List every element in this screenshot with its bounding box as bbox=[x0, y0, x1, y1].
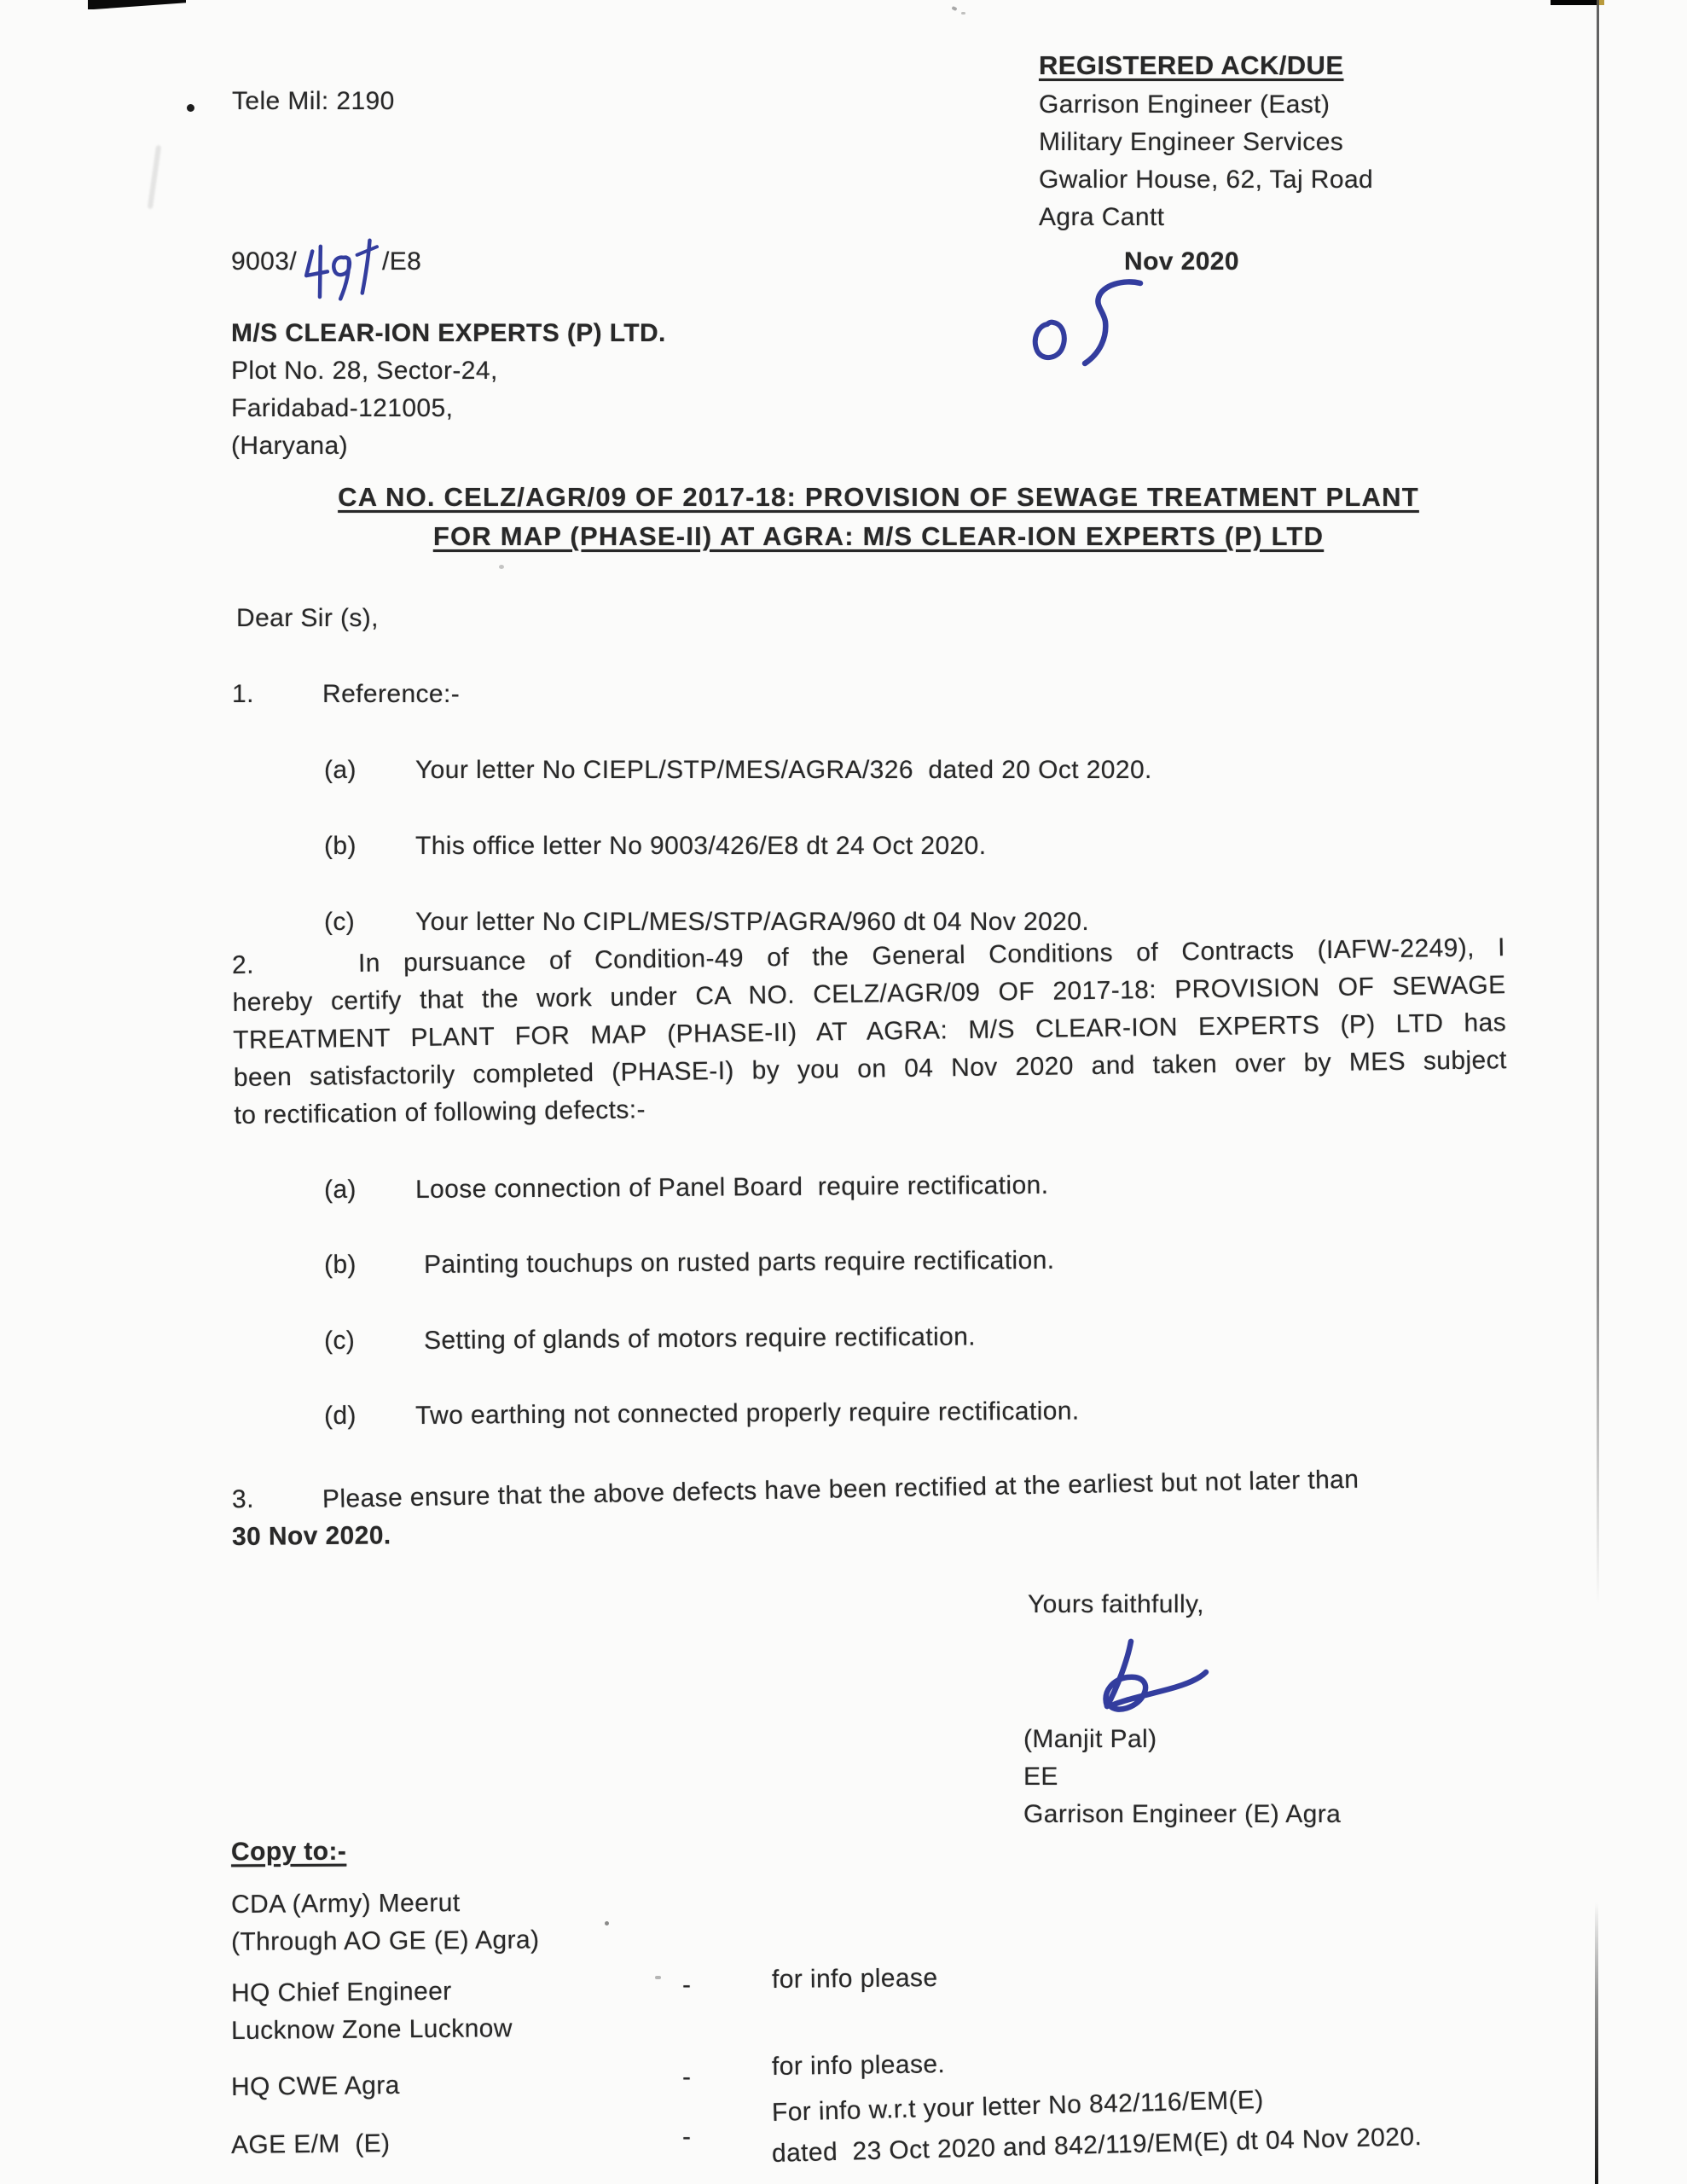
signatory-org: Garrison Engineer (E) Agra bbox=[1023, 1800, 1342, 1828]
para3-line-1: Please ensure that the above defects have been rectified at the earliest but not later than bbox=[322, 1465, 1359, 1513]
para2-number: 2. bbox=[231, 950, 255, 979]
scan-faint-dash-hq-chief bbox=[655, 1976, 661, 1979]
para2-line-5: to rectification of following defects:- bbox=[234, 1095, 646, 1130]
registered-ack-due-heading: REGISTERED ACK/DUE bbox=[1039, 50, 1344, 80]
copy-row3-name: HQ CWE Agra bbox=[230, 2071, 400, 2101]
defect-c-tag: (c) bbox=[323, 1326, 356, 1356]
ref-item-b-text: This office letter No 9003/426/E8 dt 24 Oct 2020. bbox=[415, 832, 987, 860]
copy-row3-dash: - bbox=[682, 2063, 692, 2091]
defect-c-text: Setting of glands of motors require rectification. bbox=[423, 1322, 977, 1355]
subject-line-2: FOR MAP (PHASE-II) AT AGRA: M/S CLEAR-ION EXPERTS (P) LTD bbox=[432, 521, 1325, 551]
para1-label: Reference:- bbox=[322, 680, 461, 708]
addressee-line-1: M/S CLEAR-ION EXPERTS (P) LTD. bbox=[231, 319, 666, 347]
copy-row2-name-line2: Lucknow Zone Lucknow bbox=[230, 2014, 513, 2045]
file-number-prefix: 9003/ bbox=[231, 247, 298, 276]
subject-line-1: CA NO. CELZ/AGR/09 OF 2017-18: PROVISION OF SEWAGE TREATMENT PLANT bbox=[338, 482, 1419, 512]
scan-dot-after-through-line bbox=[605, 1921, 609, 1926]
addressee-line-4: (Haryana) bbox=[231, 432, 348, 460]
copy-row3-note: for info please. bbox=[771, 2050, 946, 2081]
copy-row1-line1: CDA (Army) Meerut bbox=[230, 1889, 461, 1919]
addressee-line-2: Plot No. 28, Sector-24, bbox=[231, 357, 498, 385]
signature bbox=[1064, 1635, 1244, 1737]
copy-row4-name: AGE E/M (E) bbox=[230, 2129, 391, 2159]
sender-line-2: Military Engineer Services bbox=[1039, 128, 1344, 156]
defect-a-tag: (a) bbox=[323, 1175, 357, 1205]
sender-line-1: Garrison Engineer (East) bbox=[1039, 90, 1330, 119]
para2-line-2: hereby certify that the work under CA NO. CELZ/AGR/09 OF 2017-18: PROVISION OF SEWAGE bbox=[232, 971, 1506, 1017]
copy-row4-dash: - bbox=[682, 2123, 692, 2151]
defect-b-text: Painting touchups on rusted parts require rectification. bbox=[423, 1246, 1055, 1279]
defect-d-text: Two earthing not connected properly require rectification. bbox=[415, 1397, 1080, 1430]
signatory-name: (Manjit Pal) bbox=[1023, 1725, 1157, 1753]
ref-item-b-tag: (b) bbox=[324, 832, 357, 860]
valediction: Yours faithfully, bbox=[1028, 1590, 1204, 1618]
copy-row4-note-line2: dated 23 Oct 2020 and 842/119/EM(E) dt 04 Nov 2020. bbox=[771, 2123, 1423, 2168]
para3-line-2: 30 Nov 2020. bbox=[231, 1521, 391, 1551]
scan-line-right-bottom bbox=[1595, 1902, 1598, 2184]
para2-line-4: been satisfactorily completed (PHASE-I) by you on 04 Nov 2020 and taken over by MES subject bbox=[233, 1046, 1507, 1092]
para1-number: 1. bbox=[232, 680, 254, 708]
ref-item-c-tag: (c) bbox=[324, 908, 356, 936]
para2-line-3: TREATMENT PLANT FOR MAP (PHASE-II) AT AGRA: M/S CLEAR-ION EXPERTS (P) LTD has bbox=[233, 1008, 1507, 1054]
ref-item-c-text: Your letter No CIPL/MES/STP/AGRA/960 dt 04 Nov 2020. bbox=[415, 908, 1090, 936]
para3-number: 3. bbox=[231, 1484, 255, 1514]
copy-row2-note: for info please bbox=[771, 1963, 938, 1994]
copy-row2-dash: - bbox=[682, 1971, 692, 1999]
copy-row4-note-line1: For info w.r.t your letter No 842/116/EM(E) bbox=[771, 2085, 1265, 2127]
sender-line-3: Gwalior House, 62, Taj Road bbox=[1039, 166, 1374, 194]
salutation: Dear Sir (s), bbox=[236, 604, 379, 632]
para2-line-1: In pursuance of Condition-49 of the General Conditions of Contracts (IAFW-2249), I bbox=[357, 933, 1506, 978]
defect-d-tag: (d) bbox=[323, 1401, 357, 1431]
ref-item-a-tag: (a) bbox=[324, 756, 357, 784]
sender-line-4: Agra Cantt bbox=[1039, 203, 1165, 231]
defect-a-text: Loose connection of Panel Board require rectification. bbox=[415, 1170, 1049, 1204]
copy-row2-name: HQ Chief Engineer bbox=[230, 1977, 452, 2007]
copy-row1-line2: (Through AO GE (E) Agra) bbox=[230, 1926, 540, 1956]
date-typed: Nov 2020 bbox=[1124, 247, 1239, 276]
signatory-designation: EE bbox=[1023, 1763, 1058, 1791]
defect-b-tag: (b) bbox=[323, 1250, 357, 1280]
tele-number: Tele Mil: 2190 bbox=[232, 87, 395, 115]
copy-to-label: Copy to:- bbox=[230, 1837, 347, 1867]
addressee-line-3: Faridabad-121005, bbox=[231, 394, 454, 422]
file-number-suffix: /E8 bbox=[382, 247, 422, 276]
ref-item-a-text: Your letter No CIEPL/STP/MES/AGRA/326 dated 20 Oct 2020. bbox=[415, 756, 1152, 784]
